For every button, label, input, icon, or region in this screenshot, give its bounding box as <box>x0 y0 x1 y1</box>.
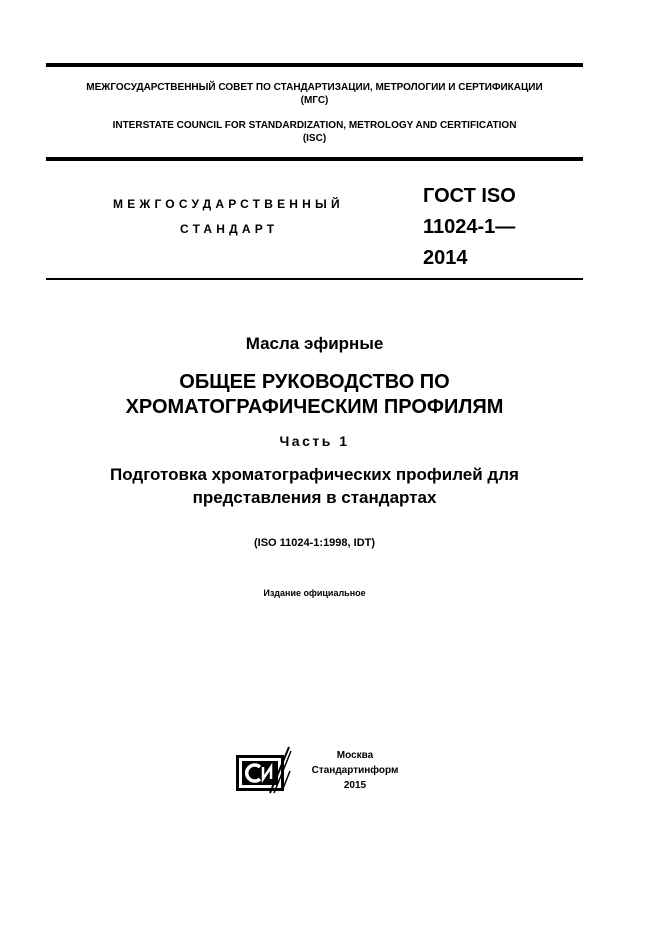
council-divider-rule <box>46 157 583 161</box>
standard-type-line2: СТАНДАРТ <box>180 222 279 236</box>
title-sub-line2: представления в стандартах <box>192 488 437 507</box>
council-name-ru: МЕЖГОСУДАРСТВЕННЫЙ СОВЕТ ПО СТАНДАРТИЗАЦИИ, МЕТРОЛОГИИ И СЕРТИФИКАЦИИ <box>86 82 543 93</box>
edition-note: Издание официальное <box>263 588 366 598</box>
title-main-line2: ХРОМАТОГРАФИЧЕСКИМ ПРОФИЛЯМ <box>125 396 504 418</box>
standartinform-logo-icon <box>234 745 292 795</box>
title-part: Часть 1 <box>279 433 350 449</box>
standard-designation <box>423 181 516 274</box>
top-rule <box>46 63 583 67</box>
council-abbr-en: (ISC) <box>302 133 327 144</box>
publisher-name: Стандартинформ <box>311 765 399 776</box>
publisher-year: 2015 <box>343 780 367 791</box>
council-abbr-ru: (МГС) <box>300 95 329 106</box>
iso-reference: (ISO 11024-1:1998, IDT) <box>253 537 376 549</box>
title-main-line1: ОБЩЕЕ РУКОВОДСТВО ПО <box>179 371 450 393</box>
designation-line3: 2014 <box>423 247 468 269</box>
title-group: Масла эфирные <box>245 334 384 353</box>
title-sub-line1: Подготовка хроматографических профилей для <box>110 465 519 484</box>
council-name-en: INTERSTATE COUNCIL FOR STANDARDIZATION, METROLOGY AND CERTIFICATION <box>112 120 517 131</box>
header-bottom-rule <box>46 278 583 280</box>
designation-line1: ГОСТ ISO <box>423 185 516 207</box>
publisher-city: Москва <box>336 750 374 761</box>
standard-type-line1: МЕЖГОСУДАРСТВЕННЫЙ <box>113 197 344 211</box>
publisher-info <box>298 748 412 793</box>
designation-line2: 11024-1— <box>423 216 516 238</box>
